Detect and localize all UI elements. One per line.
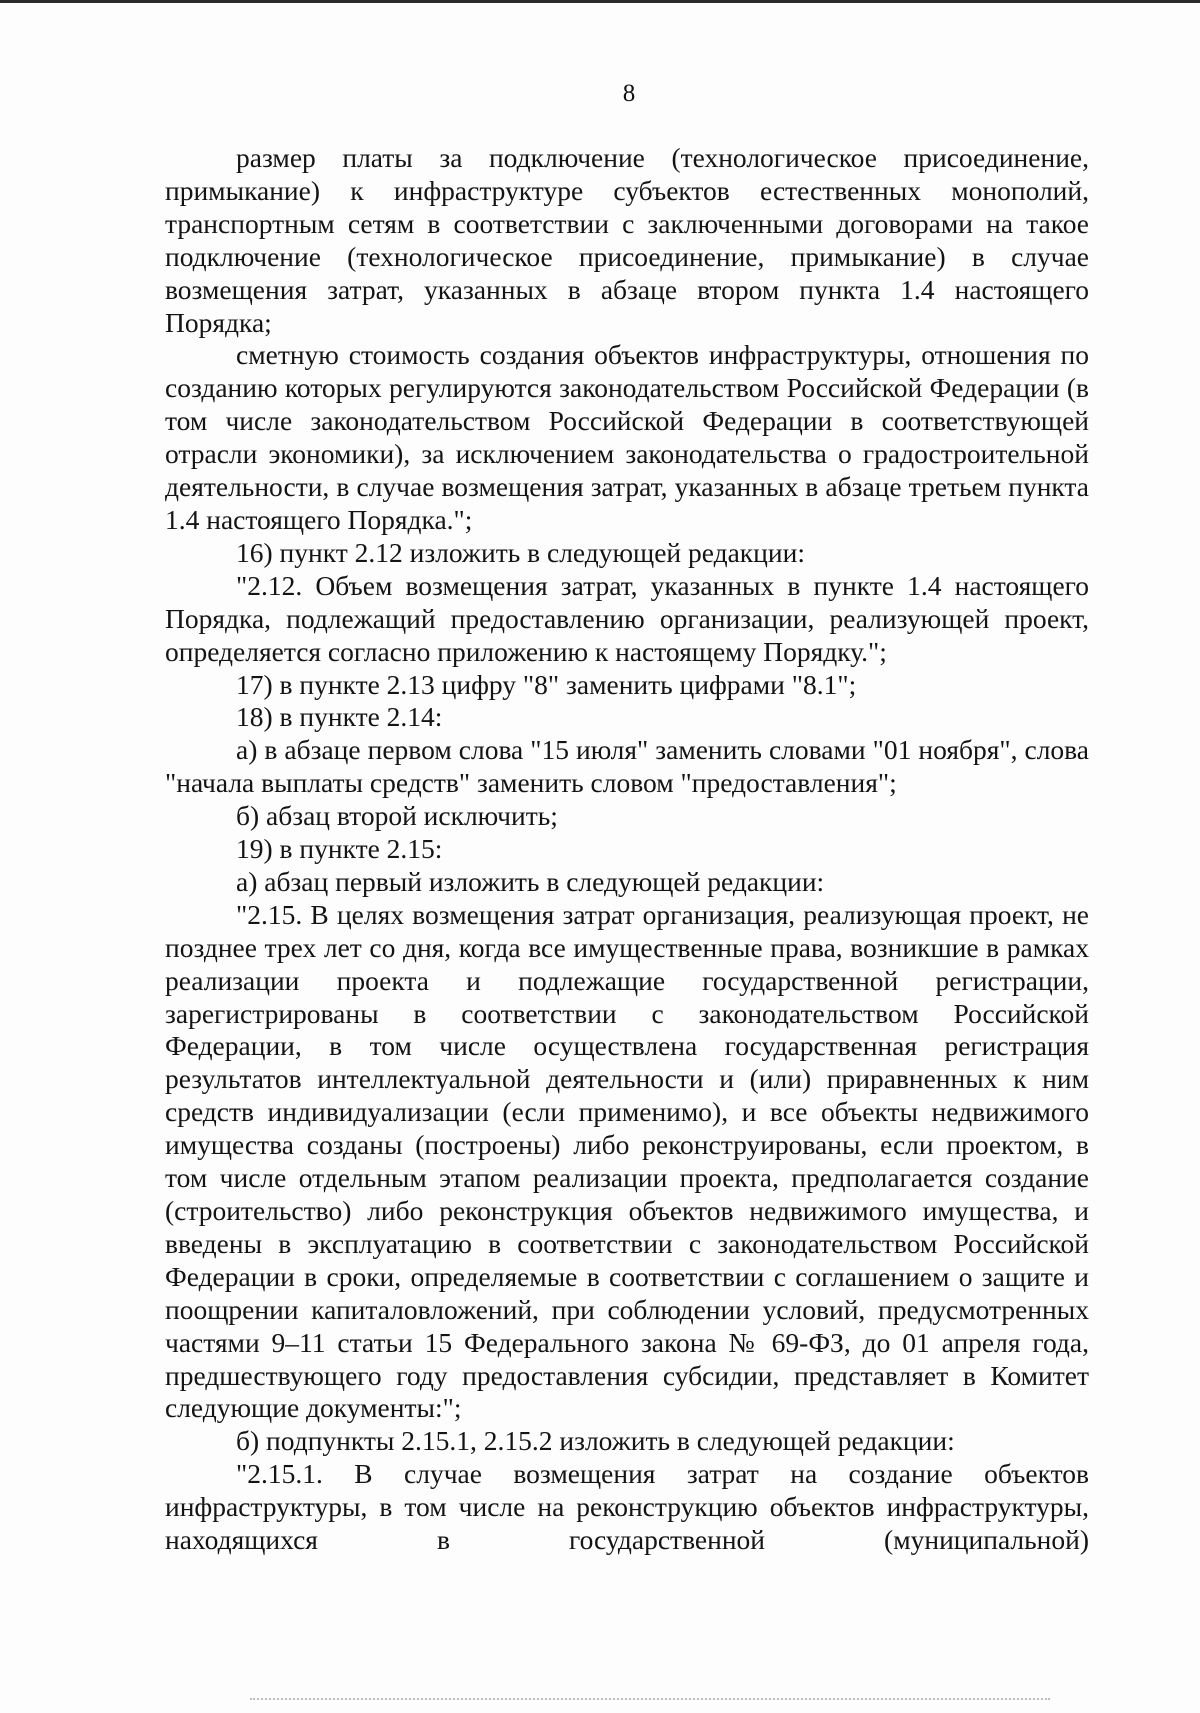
- paragraph-item-19-b: б) подпункты 2.15.1, 2.15.2 изложить в следующей редакции:: [236, 1425, 955, 1457]
- paragraph-item-19-a: а) абзац первый изложить в следующей редакции:: [236, 865, 825, 897]
- paragraph-clause-2-15: "2.15. В целях возмещения затрат организация, реализующая проект, не позднее трех лет со дня, когда все имущественные права, возникшие в рамках реализации проекта и подлежащие государственной регистрации, зарегистрированы в соответствии с законодательством Российской Федерации, в том числе осуществлена государственная регистрация результатов интеллектуальной деятельности и (или) приравненных к ним средств индивидуализации (если применимо), и все объекты недвижимого имущества созданы (построены) либо реконструированы, если проектом, в том числе отдельным этапом реализации проекта, предполагается создание (строительство) либо реконструкция объектов недвижимого имущества, и введены в эксплуатацию в соответствии с законодательством Российской Федерации в сроки, определяемые в соответствии с соглашением о защите и поощрении капиталовложений, при соблюдении условий, предусмотренных частями 9–11 статьи 15 Федерального закона № 69-ФЗ, до 01 апреля года, предшествующего году предоставления субсидии, представляет в Комитет следующие документы:";: [165, 898, 1089, 1424]
- paragraph-item-18: 18) в пункте 2.14:: [236, 701, 443, 733]
- scan-bottom-marks: [250, 1698, 1050, 1704]
- paragraph-item-19: 19) в пункте 2.15:: [236, 833, 443, 865]
- scan-top-edge: [0, 0, 1200, 3]
- document-body: [165, 142, 1089, 1557]
- paragraph-clause-2-12: "2.12. Объем возмещения затрат, указанных в пункте 1.4 настоящего Порядка, подлежащий предоставлению организации, реализующей проект, определяется согласно приложению к настоящему Порядку.";: [165, 569, 1089, 667]
- paragraph-item-18-a: а) в абзаце первом слова "15 июля" заменить словами "01 ноября", слова "начала выплаты средств" заменить словом "предоставления";: [165, 734, 1089, 799]
- page-number: 8: [622, 80, 636, 107]
- paragraph-connection-fee: размер платы за подключение (технологическое присоединение, примыкание) к инфраструктуре субъектов естественных монополий, транспортным сетям в соответствии с заключенными договорами на такое подключение (технологическое присоединение, примыкание) в случае возмещения затрат, указанных в абзаце втором пункта 1.4 настоящего Порядка;: [165, 142, 1089, 338]
- paragraph-item-17: 17) в пункте 2.13 цифру "8" заменить цифрами "8.1";: [236, 668, 857, 700]
- paragraph-estimated-cost: сметную стоимость создания объектов инфраструктуры, отношения по созданию которых регулируются законодательством Российской Федерации (в том числе законодательством Российской Федерации в соответствующей отрасли экономики), за исключением законодательства о градостроительной деятельности, в случае возмещения затрат, указанных в абзаце третьем пункта 1.4 настоящего Порядка.";: [165, 339, 1089, 535]
- paragraph-item-18-b: б) абзац второй исключить;: [236, 800, 558, 832]
- paragraph-clause-2-15-1: "2.15.1. В случае возмещения затрат на создание объектов инфраструктуры, в том числе на реконструкцию объектов инфраструктуры, находящихся в государственной (муниципальной): [165, 1458, 1089, 1556]
- paragraph-item-16: 16) пункт 2.12 изложить в следующей редакции:: [236, 536, 805, 568]
